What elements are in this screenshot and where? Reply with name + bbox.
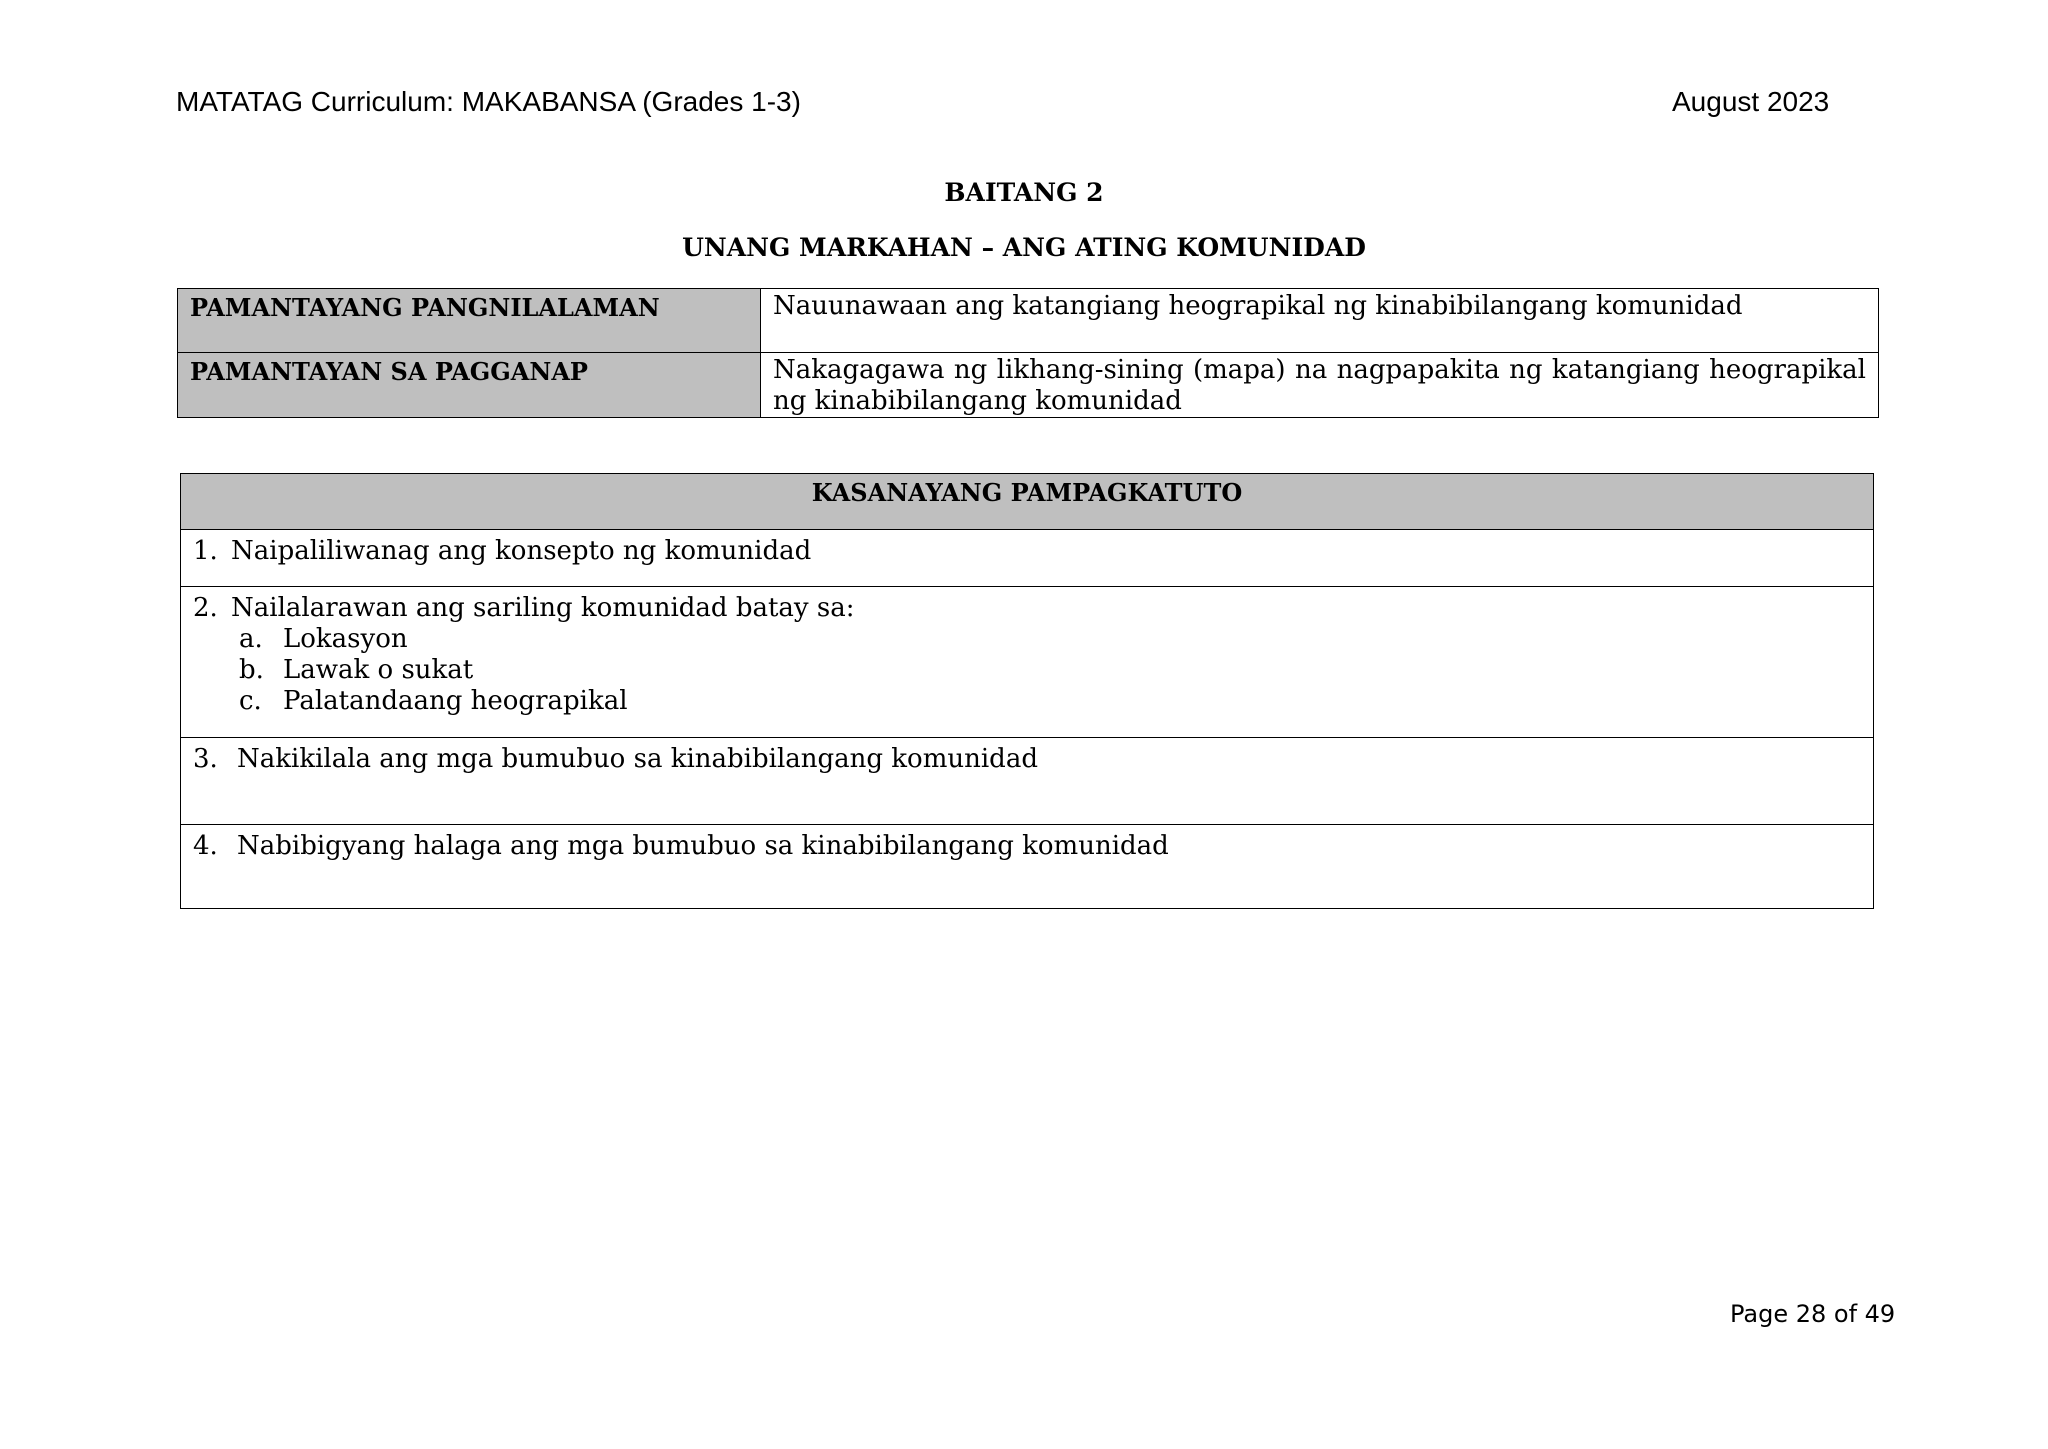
- sub-item-letter: a.: [239, 624, 263, 654]
- competency-number: 3.: [193, 744, 218, 774]
- competency-text: Nabibigyang halaga ang mga bumubuo sa kinabibilangang komunidad: [237, 831, 1169, 861]
- quarter-heading: UNANG MARKAHAN – ANG ATING KOMUNIDAD: [682, 233, 1366, 262]
- competency-row: [181, 587, 1874, 738]
- sub-item-text: Lokasyon: [283, 624, 408, 654]
- competency-text: Nakikilala ang mga bumubuo sa kinabibilangang komunidad: [237, 744, 1038, 774]
- competency-row: [181, 738, 1874, 825]
- performance-standard-value: Nakagagawa ng likhang-sining (mapa) na nagpapakita ng katangiang heograpikal ng kinabibilangang komunidad: [761, 353, 1879, 418]
- competency-number: 2.: [193, 593, 218, 623]
- competency-text: Nailalarawan ang sariling komunidad batay sa:: [231, 593, 855, 623]
- page-header-date: August 2023: [1672, 86, 1830, 117]
- sub-item-text: Palatandaang heograpikal: [283, 686, 628, 716]
- competency-item-4: [181, 825, 1874, 909]
- sub-item-text: Lawak o sukat: [283, 655, 474, 685]
- competency-number: 1.: [193, 536, 218, 566]
- competency-row: [181, 530, 1874, 587]
- sub-item: [239, 686, 1861, 717]
- competency-item-3: [181, 738, 1874, 825]
- sub-item: [239, 624, 1861, 655]
- competencies-header-row: [181, 474, 1874, 530]
- sub-item: [239, 655, 1861, 686]
- sub-item-letter: c.: [239, 686, 262, 716]
- competencies-table: [180, 473, 1874, 909]
- performance-standard-label: PAMANTAYAN SA PAGGANAP: [178, 353, 761, 418]
- competency-item-2: [181, 587, 1874, 738]
- grade-heading: BAITANG 2: [944, 178, 1104, 207]
- standards-row-performance: [178, 353, 1879, 418]
- content-standard-value: Nauunawaan ang katangiang heograpikal ng kinabibilangang komunidad: [761, 289, 1879, 353]
- competencies-header: KASANAYANG PAMPAGKATUTO: [181, 474, 1874, 530]
- page-header-title: MATATAG Curriculum: MAKABANSA (Grades 1-3): [176, 86, 801, 117]
- competency-text: Naipaliliwanag ang konsepto ng komunidad: [231, 536, 812, 566]
- sub-item-letter: b.: [239, 655, 264, 685]
- competency-item-1: [181, 530, 1874, 587]
- content-standard-label: PAMANTAYANG PANGNILALAMAN: [178, 289, 761, 353]
- standards-row-content: [178, 289, 1879, 353]
- competency-row: [181, 825, 1874, 909]
- competency-number: 4.: [193, 831, 218, 861]
- competency-sub-list: [193, 624, 1861, 717]
- standards-table: [177, 288, 1879, 418]
- page-number: Page 28 of 49: [1730, 1300, 1896, 1328]
